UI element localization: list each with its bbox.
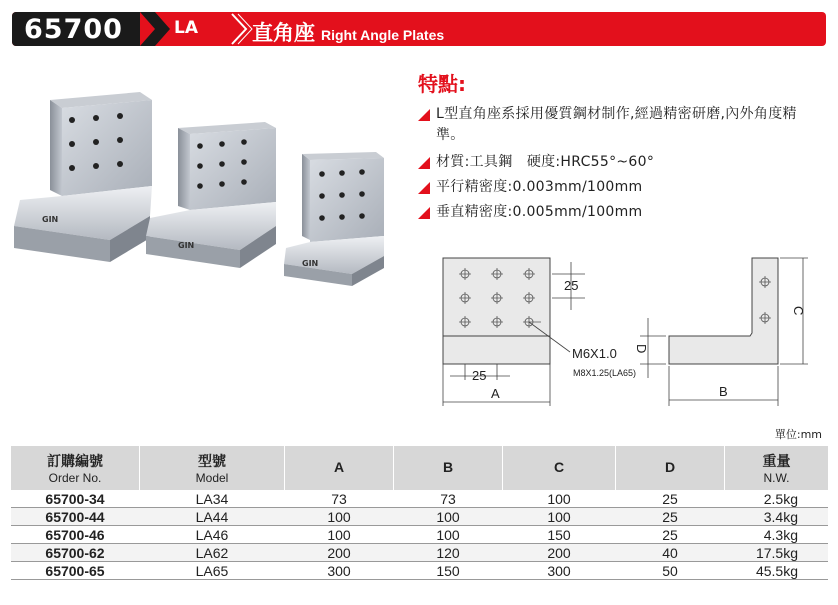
cell-a: 300 bbox=[285, 562, 394, 580]
cell-c: 100 bbox=[503, 490, 616, 508]
cell-model: LA44 bbox=[140, 508, 285, 526]
dim-label-b: B bbox=[719, 384, 728, 399]
features-title: 特點: bbox=[418, 72, 466, 96]
col-order-no: 訂購編號 Order No. bbox=[11, 446, 140, 490]
cell-a: 73 bbox=[285, 490, 394, 508]
spec-table bbox=[10, 446, 828, 580]
cell-model: LA62 bbox=[140, 544, 285, 562]
cell-order-no: 65700-65 bbox=[11, 562, 140, 580]
dim-label-c: C bbox=[791, 306, 806, 316]
dim-label-a: A bbox=[491, 386, 500, 401]
cell-c: 200 bbox=[503, 544, 616, 562]
thread-label: M6X1.0 bbox=[572, 346, 617, 361]
cell-b: 100 bbox=[394, 526, 503, 544]
feature-text: 平行精密度:0.003mm/100mm bbox=[436, 179, 643, 195]
cell-d: 25 bbox=[616, 490, 725, 508]
cell-d: 50 bbox=[616, 562, 725, 580]
table-row bbox=[11, 544, 829, 562]
table-row bbox=[11, 562, 829, 580]
dim-25-vertical: 25 bbox=[564, 278, 579, 293]
title-zh: 直角座 bbox=[252, 21, 315, 45]
table-header-row bbox=[11, 446, 829, 490]
cell-weight: 4.3kg bbox=[725, 526, 829, 544]
table-row bbox=[11, 490, 829, 508]
feature-text: L型直角座系採用優質鋼材制作,經過精密研磨,內外角度精準。 bbox=[436, 106, 797, 143]
cell-weight: 2.5kg bbox=[725, 490, 829, 508]
cell-order-no: 65700-62 bbox=[11, 544, 140, 562]
cell-order-no: 65700-34 bbox=[11, 490, 140, 508]
col-b: B bbox=[394, 446, 503, 490]
cell-c: 100 bbox=[503, 508, 616, 526]
cell-d: 25 bbox=[616, 526, 725, 544]
dim-25-horizontal: 25 bbox=[472, 368, 487, 383]
cell-d: 40 bbox=[616, 544, 725, 562]
table-row bbox=[11, 508, 829, 526]
thread-note: M8X1.25(LA65) bbox=[573, 368, 637, 378]
cell-b: 120 bbox=[394, 544, 503, 562]
cell-b: 100 bbox=[394, 508, 503, 526]
col-model: 型號 Model bbox=[140, 446, 285, 490]
col-a: A bbox=[285, 446, 394, 490]
col-c: C bbox=[503, 446, 616, 490]
feature-text: 垂直精密度:0.005mm/100mm bbox=[436, 204, 643, 220]
cell-model: LA46 bbox=[140, 526, 285, 544]
svg-text:GIN: GIN bbox=[302, 259, 319, 268]
cell-c: 300 bbox=[503, 562, 616, 580]
cell-a: 100 bbox=[285, 508, 394, 526]
cell-model: LA65 bbox=[140, 562, 285, 580]
cell-a: 200 bbox=[285, 544, 394, 562]
unit-label: 單位:mm bbox=[774, 428, 822, 441]
col-d: D bbox=[616, 446, 725, 490]
feature-text: 材質:工具鋼 硬度:HRC55°~60° bbox=[436, 154, 655, 170]
cell-order-no: 65700-44 bbox=[11, 508, 140, 526]
cell-b: 150 bbox=[394, 562, 503, 580]
cell-b: 73 bbox=[394, 490, 503, 508]
cell-order-no: 65700-46 bbox=[11, 526, 140, 544]
cell-weight: 45.5kg bbox=[725, 562, 829, 580]
product-code: 65700 bbox=[24, 14, 123, 45]
cell-weight: 17.5kg bbox=[725, 544, 829, 562]
brand-logo: GIN bbox=[42, 215, 59, 224]
cell-model: LA34 bbox=[140, 490, 285, 508]
cell-weight: 3.4kg bbox=[725, 508, 829, 526]
title-en: Right Angle Plates bbox=[321, 27, 445, 43]
cell-c: 150 bbox=[503, 526, 616, 544]
svg-text:GIN: GIN bbox=[178, 241, 195, 250]
model-series: LA bbox=[174, 18, 198, 38]
col-weight: 重量 N.W. bbox=[725, 446, 829, 490]
cell-a: 100 bbox=[285, 526, 394, 544]
cell-d: 25 bbox=[616, 508, 725, 526]
table-row bbox=[11, 526, 829, 544]
dim-label-d: D bbox=[634, 344, 649, 354]
